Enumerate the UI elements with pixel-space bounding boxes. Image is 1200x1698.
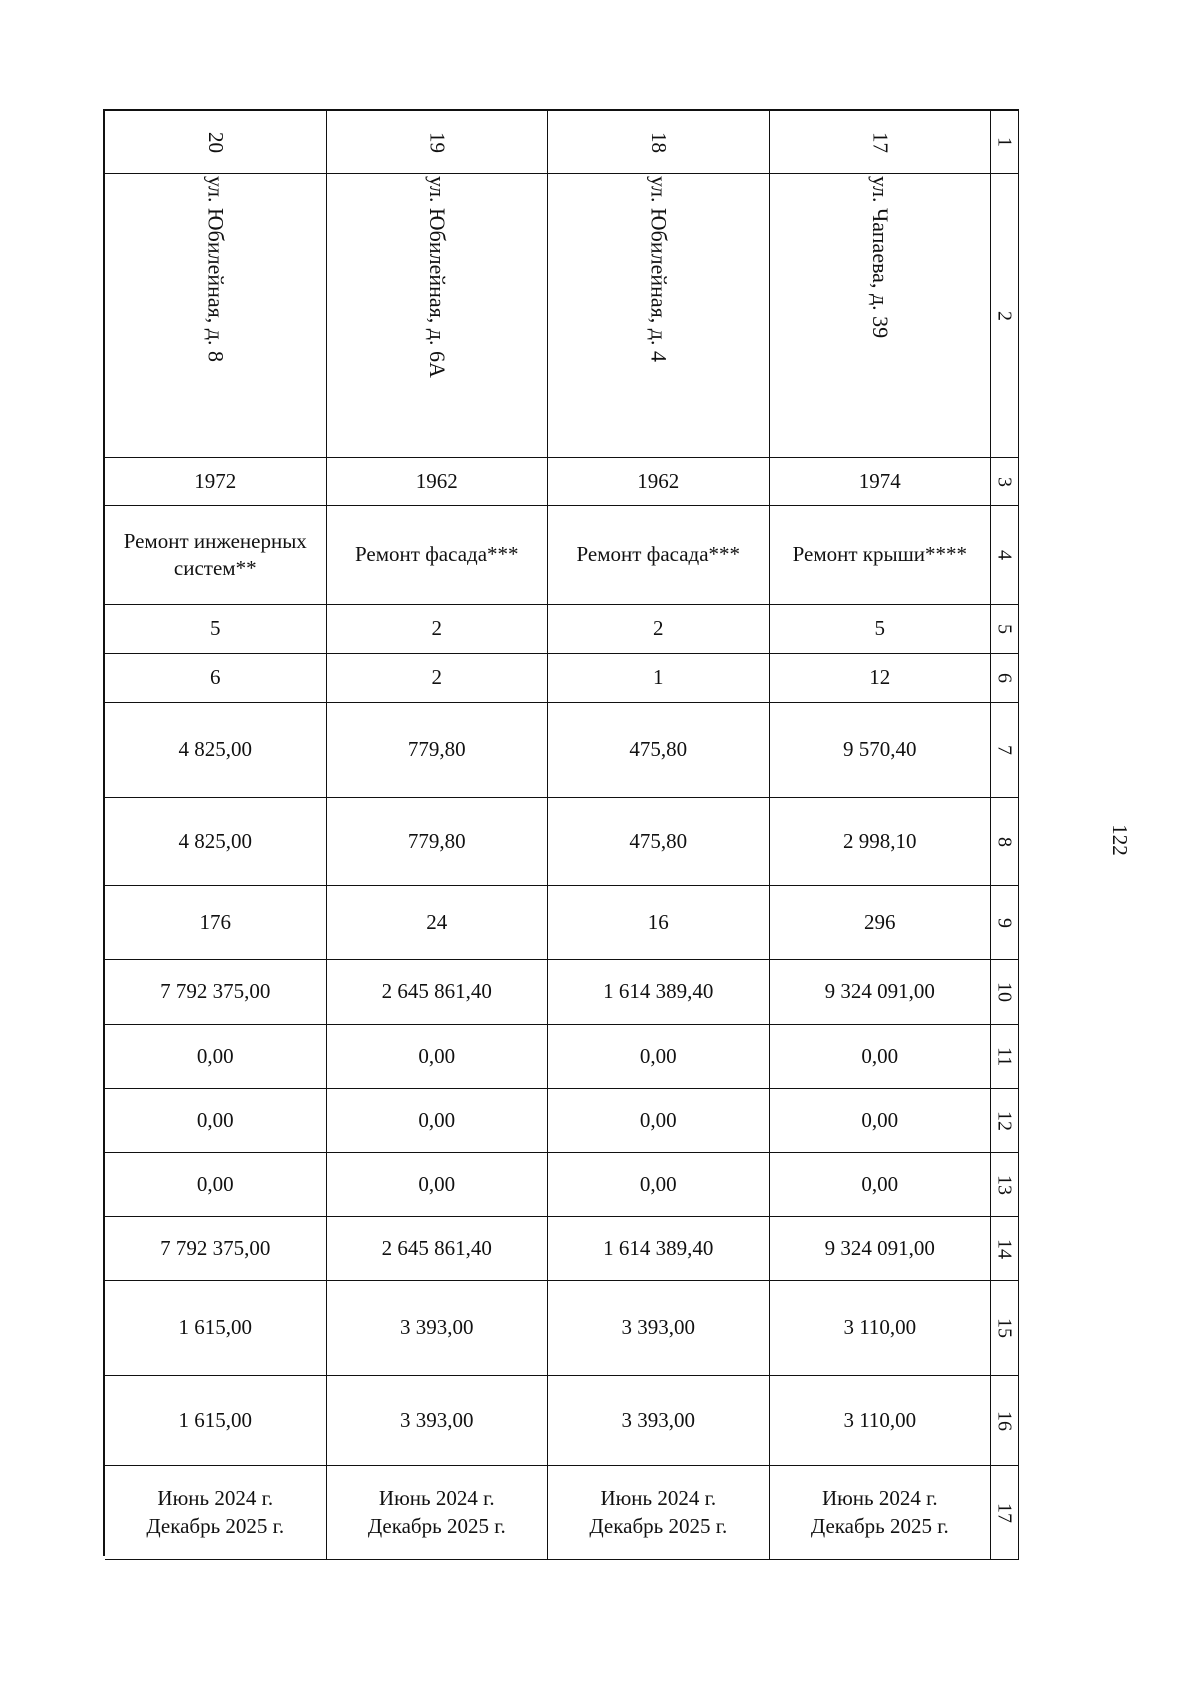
value-cell: 779,80 [327, 798, 549, 886]
column-index-cell [991, 174, 1019, 458]
record-number-cell [327, 111, 549, 174]
value-cell: 9 324 091,00 [770, 960, 992, 1025]
record-number-cell [770, 111, 992, 174]
value-cell: 0,00 [770, 1025, 992, 1089]
value-cell: 5 [105, 605, 327, 654]
column-index-cell [991, 1466, 1019, 1560]
column-index-cell [991, 1089, 1019, 1153]
value-cell: 3 393,00 [327, 1376, 549, 1466]
column-index-cell [991, 1153, 1019, 1217]
table-row-work-type [105, 506, 1019, 605]
year-cell: 1972 [105, 458, 327, 506]
value-cell: 2 [327, 605, 549, 654]
value-cell: 3 393,00 [327, 1281, 549, 1376]
value-cell: 2 998,10 [770, 798, 992, 886]
address-cell [548, 174, 770, 458]
period-start: Июнь 2024 г. [157, 1486, 274, 1511]
value-cell: 0,00 [327, 1025, 549, 1089]
value-cell: 3 110,00 [770, 1376, 992, 1466]
column-index: 11 [993, 1046, 1016, 1067]
record-number: 18 [646, 131, 671, 153]
address-text: ул. Юбилейная, д. 8 [203, 176, 229, 362]
work-type-cell: Ремонт крыши**** [770, 506, 992, 605]
table-row-11 [105, 1025, 1019, 1089]
year-cell: 1962 [548, 458, 770, 506]
table-row-15 [105, 1281, 1019, 1376]
value-cell: 3 110,00 [770, 1281, 992, 1376]
capital-repair-table [103, 109, 1019, 1556]
value-cell: 0,00 [548, 1089, 770, 1153]
table-row-6 [105, 654, 1019, 703]
value-cell: 779,80 [327, 703, 549, 798]
value-cell: 0,00 [327, 1153, 549, 1217]
column-index-cell [991, 886, 1019, 960]
table-row-10 [105, 960, 1019, 1025]
record-number: 20 [203, 131, 228, 153]
column-index-cell [991, 798, 1019, 886]
column-index-cell [991, 1025, 1019, 1089]
column-index-cell [991, 1376, 1019, 1466]
column-index-cell [991, 654, 1019, 703]
period-end: Декабрь 2025 г. [146, 1513, 285, 1538]
value-cell: 4 825,00 [105, 798, 327, 886]
column-index: 10 [993, 982, 1016, 1002]
value-cell: 0,00 [770, 1089, 992, 1153]
year-cell: 1974 [770, 458, 992, 506]
value-cell: 5 [770, 605, 992, 654]
column-index: 1 [993, 137, 1016, 147]
table-row-ordinal [105, 111, 1019, 174]
address-text: ул. Чапаева, д. 39 [868, 176, 894, 339]
column-index-cell [991, 960, 1019, 1025]
value-cell: 9 324 091,00 [770, 1217, 992, 1281]
address-cell [327, 174, 549, 458]
page-number: 122 [1108, 824, 1132, 856]
value-cell: 0,00 [105, 1089, 327, 1153]
column-index-cell [991, 506, 1019, 605]
value-cell: 4 825,00 [105, 703, 327, 798]
column-index: 15 [993, 1318, 1016, 1338]
table-row-16 [105, 1376, 1019, 1466]
value-cell: 1 614 389,40 [548, 960, 770, 1025]
value-cell: 3 393,00 [548, 1281, 770, 1376]
value-cell: 0,00 [327, 1089, 549, 1153]
value-cell: 2 645 861,40 [327, 960, 549, 1025]
period-cell [548, 1466, 770, 1560]
period-cell [327, 1466, 549, 1560]
value-cell: 6 [105, 654, 327, 703]
record-number: 19 [425, 131, 450, 153]
table-row-12 [105, 1089, 1019, 1153]
table-row-14 [105, 1217, 1019, 1281]
value-cell: 2 645 861,40 [327, 1217, 549, 1281]
value-cell: 475,80 [548, 798, 770, 886]
column-index: 2 [993, 310, 1016, 321]
value-cell: 1 615,00 [105, 1281, 327, 1376]
column-index-cell [991, 111, 1019, 174]
column-index: 14 [993, 1238, 1016, 1259]
value-cell: 2 [548, 605, 770, 654]
table-row-8 [105, 798, 1019, 886]
period-cell [105, 1466, 327, 1560]
table-row-9 [105, 886, 1019, 960]
period-start: Июнь 2024 г. [378, 1486, 495, 1511]
table-row-13 [105, 1153, 1019, 1217]
column-index: 5 [993, 624, 1016, 634]
value-cell: 0,00 [770, 1153, 992, 1217]
value-cell: 12 [770, 654, 992, 703]
value-cell: 475,80 [548, 703, 770, 798]
column-index-cell [991, 1217, 1019, 1281]
year-cell: 1962 [327, 458, 549, 506]
column-index: 17 [993, 1502, 1016, 1523]
column-index: 3 [993, 476, 1016, 487]
value-cell: 296 [770, 886, 992, 960]
period-start: Июнь 2024 г. [600, 1486, 717, 1511]
value-cell: 176 [105, 886, 327, 960]
address-cell [770, 174, 992, 458]
column-index: 7 [993, 745, 1016, 755]
table-row-7 [105, 703, 1019, 798]
column-index: 4 [993, 550, 1016, 560]
column-index-cell [991, 703, 1019, 798]
column-index: 9 [993, 917, 1016, 928]
column-index: 8 [993, 836, 1016, 847]
work-type-cell: Ремонт фасада*** [327, 506, 549, 605]
column-index: 13 [993, 1174, 1016, 1195]
column-index-cell [991, 1281, 1019, 1376]
period-end: Декабрь 2025 г. [367, 1513, 506, 1538]
column-index-cell [991, 605, 1019, 654]
period-start: Июнь 2024 г. [821, 1486, 938, 1511]
period-cell [770, 1466, 992, 1560]
value-cell: 0,00 [105, 1153, 327, 1217]
value-cell: 1 [548, 654, 770, 703]
address-text: ул. Юбилейная, д. 6А [425, 176, 451, 378]
address-cell [105, 174, 327, 458]
column-index: 6 [993, 673, 1016, 683]
value-cell: 16 [548, 886, 770, 960]
work-type-cell: Ремонт фасада*** [548, 506, 770, 605]
value-cell: 7 792 375,00 [105, 1217, 327, 1281]
column-index: 12 [993, 1110, 1016, 1131]
period-end: Декабрь 2025 г. [589, 1513, 728, 1538]
value-cell: 0,00 [548, 1025, 770, 1089]
table-row-period [105, 1466, 1019, 1560]
value-cell: 3 393,00 [548, 1376, 770, 1466]
period-end: Декабрь 2025 г. [810, 1513, 949, 1538]
value-cell: 7 792 375,00 [105, 960, 327, 1025]
value-cell: 9 570,40 [770, 703, 992, 798]
record-number-cell [548, 111, 770, 174]
column-index: 16 [993, 1410, 1016, 1431]
value-cell: 0,00 [105, 1025, 327, 1089]
table-row-year [105, 458, 1019, 506]
value-cell: 1 615,00 [105, 1376, 327, 1466]
record-number-cell [105, 111, 327, 174]
value-cell: 24 [327, 886, 549, 960]
table-row-5 [105, 605, 1019, 654]
address-text: ул. Юбилейная, д. 4 [646, 176, 672, 362]
column-index-cell [991, 458, 1019, 506]
record-number: 17 [868, 131, 893, 153]
work-type-cell: Ремонт инженерных систем** [105, 506, 327, 605]
table-row-address [105, 174, 1019, 458]
value-cell: 1 614 389,40 [548, 1217, 770, 1281]
value-cell: 2 [327, 654, 549, 703]
value-cell: 0,00 [548, 1153, 770, 1217]
